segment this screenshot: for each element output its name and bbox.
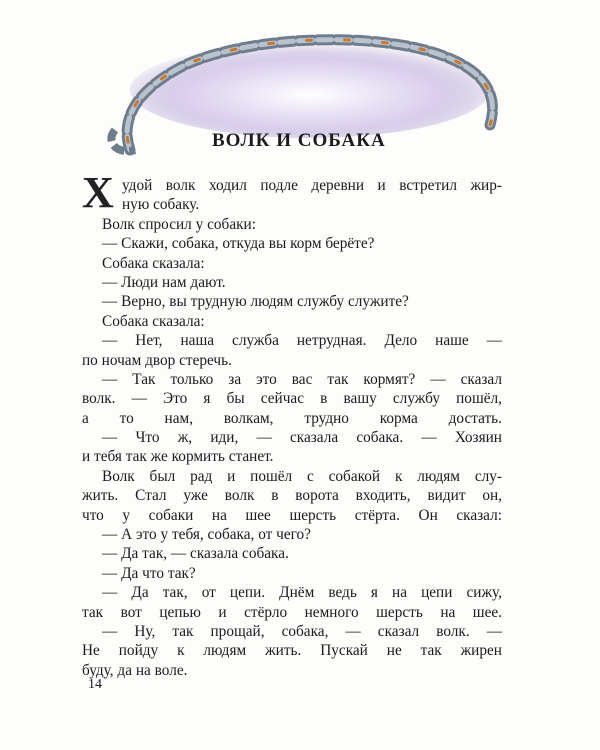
text-line: ную собаку. (122, 196, 200, 214)
text-line: — Да что так? (102, 564, 196, 582)
text-line: — Так только за это вас так кормят? — сказал (102, 370, 502, 388)
text-line: — Что ж, иди, — сказала собака. — Хозяин (102, 429, 502, 447)
story-text (82, 168, 502, 680)
drop-cap: Х (82, 168, 114, 217)
text-line: буду, да на воле. (82, 661, 188, 679)
text-line: волк. — Это я бы сейчас в вашу службу пошёл, (82, 390, 502, 408)
text-line: Собака сказала: (102, 254, 205, 272)
text-line: — Да так, от цепи. Днём ведь я на цепи сижу, (102, 584, 502, 602)
text-line: — Нет, наша служба нетрудная. Дело наше — (102, 332, 502, 350)
text-line: что у собаки на шее шерсть стёрта. Он сказал: (82, 506, 502, 524)
text-line: так вот цепью и стёрло немного шерсть на шее. (82, 603, 502, 621)
text-line: — Ну, так прощай, собака, — сказал волк. — (102, 622, 502, 640)
text-line: а то нам, волкам, трудно корма достать. (82, 409, 502, 427)
text-line: — А это у тебя, собака, от чего? (102, 526, 311, 544)
page-number: 14 (88, 677, 102, 692)
text-line: — Да так, — сказала собака. (102, 545, 289, 563)
text-line: Волк спросил у собаки: (102, 215, 256, 233)
text-line: и тебя так же кормить станет. (82, 448, 274, 466)
text-line: Не пойду к людям жить. Пускай не так жирен (82, 642, 502, 660)
text-line: Собака сказала: (102, 312, 205, 330)
text-line: по ночам двор стеречь. (82, 351, 232, 369)
text-line: — Верно, вы трудную людям службу служите? (102, 293, 409, 311)
story-title: ВОЛК И СОБАКА (212, 130, 386, 151)
text-line: Волк был рад и пошёл с собакой к людям слу- (102, 467, 502, 485)
text-line: — Скажи, собака, откуда вы корм берёте? (102, 235, 375, 253)
text-line: — Люди нам дают. (102, 273, 226, 291)
text-line: жить. Стал уже волк в ворота входить, видит он, (82, 487, 502, 505)
text-line: удой волк ходил подле деревни и встретил жир- (122, 177, 502, 194)
